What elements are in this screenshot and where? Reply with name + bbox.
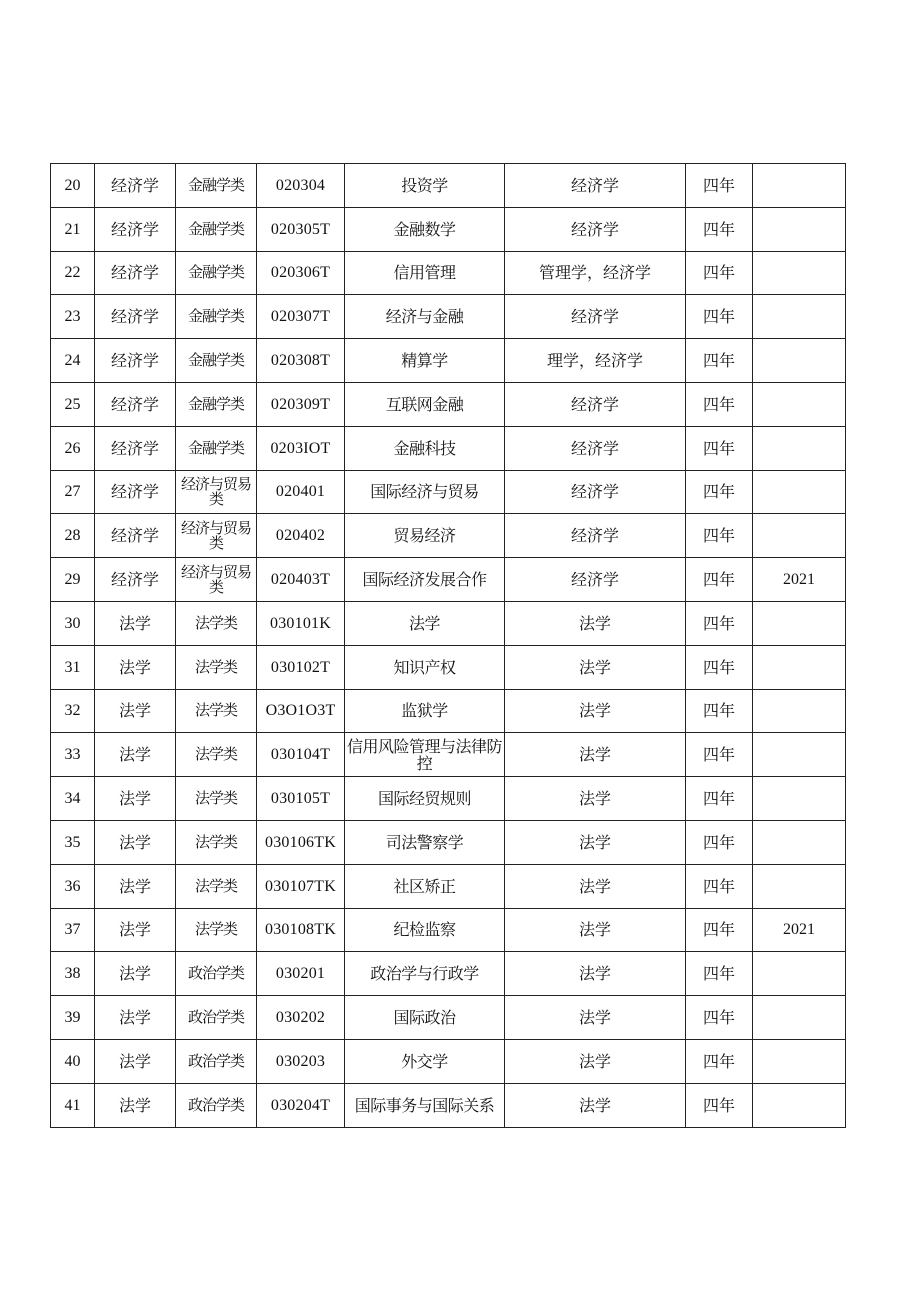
major-name-cell: 贸易经济 (345, 514, 505, 558)
discipline-cell: 法学 (95, 952, 176, 996)
discipline-cell: 法学 (95, 1039, 176, 1083)
major-name-cell: 投资学 (345, 164, 505, 208)
major-code-cell: 020403T (257, 558, 345, 602)
major-code-cell: 030107TK (257, 864, 345, 908)
degree-cell: 经济学 (505, 514, 686, 558)
discipline-cell: 经济学 (95, 295, 176, 339)
major-code-cell: 020305T (257, 207, 345, 251)
discipline-cell: 经济学 (95, 339, 176, 383)
discipline-cell: 经济学 (95, 514, 176, 558)
category-cell: 政治学类 (176, 1039, 257, 1083)
duration-cell: 四年 (686, 645, 753, 689)
table-row (51, 908, 846, 952)
category-cell: 经济与贸易类 (176, 558, 257, 602)
year-cell (753, 1083, 846, 1127)
table-row (51, 514, 846, 558)
major-name-cell: 国际政治 (345, 996, 505, 1040)
duration-cell: 四年 (686, 601, 753, 645)
major-name-cell: 纪检监察 (345, 908, 505, 952)
degree-cell: 经济学 (505, 558, 686, 602)
category-cell: 政治学类 (176, 1083, 257, 1127)
duration-cell: 四年 (686, 952, 753, 996)
major-name-cell: 司法警察学 (345, 820, 505, 864)
major-name-cell: 国际经贸规则 (345, 777, 505, 821)
major-name-cell: 监狱学 (345, 689, 505, 733)
table-row (51, 251, 846, 295)
year-cell (753, 207, 846, 251)
discipline-cell: 经济学 (95, 164, 176, 208)
duration-cell: 四年 (686, 295, 753, 339)
discipline-cell: 法学 (95, 1083, 176, 1127)
degree-cell: 经济学 (505, 207, 686, 251)
degree-cell: 法学 (505, 908, 686, 952)
discipline-cell: 经济学 (95, 558, 176, 602)
category-cell: 政治学类 (176, 952, 257, 996)
major-code-cell: 030204T (257, 1083, 345, 1127)
category-cell: 法学类 (176, 908, 257, 952)
category-cell: 金融学类 (176, 164, 257, 208)
year-cell (753, 601, 846, 645)
row-number-cell: 22 (51, 251, 95, 295)
degree-cell: 法学 (505, 645, 686, 689)
table-row (51, 1039, 846, 1083)
major-code-cell: 020402 (257, 514, 345, 558)
major-name-cell: 法学 (345, 601, 505, 645)
major-code-cell: 030201 (257, 952, 345, 996)
year-cell (753, 777, 846, 821)
discipline-cell: 经济学 (95, 470, 176, 514)
degree-cell: 经济学 (505, 295, 686, 339)
table-row (51, 558, 846, 602)
major-name-cell: 信用风险管理与法律防控 (345, 733, 505, 777)
degree-cell: 法学 (505, 820, 686, 864)
discipline-cell: 法学 (95, 601, 176, 645)
discipline-cell: 经济学 (95, 251, 176, 295)
major-code-cell: 020304 (257, 164, 345, 208)
discipline-cell: 法学 (95, 689, 176, 733)
category-cell: 政治学类 (176, 996, 257, 1040)
table-row (51, 1083, 846, 1127)
duration-cell: 四年 (686, 689, 753, 733)
year-cell (753, 295, 846, 339)
year-cell (753, 864, 846, 908)
duration-cell: 四年 (686, 733, 753, 777)
row-number-cell: 24 (51, 339, 95, 383)
duration-cell: 四年 (686, 864, 753, 908)
table-row (51, 164, 846, 208)
category-cell: 法学类 (176, 645, 257, 689)
degree-cell: 法学 (505, 733, 686, 777)
row-number-cell: 35 (51, 820, 95, 864)
major-code-cell: 030203 (257, 1039, 345, 1083)
year-cell: 2021 (753, 908, 846, 952)
duration-cell: 四年 (686, 1039, 753, 1083)
year-cell: 2021 (753, 558, 846, 602)
major-code-cell: 0203IOT (257, 426, 345, 470)
year-cell (753, 470, 846, 514)
majors-table (50, 163, 846, 1128)
category-cell: 法学类 (176, 733, 257, 777)
row-number-cell: 33 (51, 733, 95, 777)
row-number-cell: 36 (51, 864, 95, 908)
year-cell (753, 645, 846, 689)
major-code-cell: 030108TK (257, 908, 345, 952)
row-number-cell: 23 (51, 295, 95, 339)
category-cell: 法学类 (176, 864, 257, 908)
table-row (51, 470, 846, 514)
discipline-cell: 法学 (95, 645, 176, 689)
year-cell (753, 689, 846, 733)
table-row (51, 820, 846, 864)
duration-cell: 四年 (686, 514, 753, 558)
category-cell: 金融学类 (176, 251, 257, 295)
duration-cell: 四年 (686, 382, 753, 426)
row-number-cell: 20 (51, 164, 95, 208)
major-name-cell: 经济与金融 (345, 295, 505, 339)
major-name-cell: 国际经济发展合作 (345, 558, 505, 602)
duration-cell: 四年 (686, 207, 753, 251)
table-row (51, 733, 846, 777)
duration-cell: 四年 (686, 251, 753, 295)
major-code-cell: 030102T (257, 645, 345, 689)
major-code-cell: 030101K (257, 601, 345, 645)
degree-cell: 法学 (505, 777, 686, 821)
major-code-cell: 030105T (257, 777, 345, 821)
table-body (51, 164, 846, 1128)
category-cell: 金融学类 (176, 207, 257, 251)
duration-cell: 四年 (686, 164, 753, 208)
major-code-cell: 030202 (257, 996, 345, 1040)
degree-cell: 经济学 (505, 470, 686, 514)
duration-cell: 四年 (686, 558, 753, 602)
degree-cell: 理学，经济学 (505, 339, 686, 383)
year-cell (753, 514, 846, 558)
row-number-cell: 21 (51, 207, 95, 251)
duration-cell: 四年 (686, 470, 753, 514)
duration-cell: 四年 (686, 996, 753, 1040)
table-row (51, 207, 846, 251)
category-cell: 经济与贸易类 (176, 514, 257, 558)
major-code-cell: 020307T (257, 295, 345, 339)
duration-cell: 四年 (686, 777, 753, 821)
major-name-cell: 外交学 (345, 1039, 505, 1083)
degree-cell: 经济学 (505, 382, 686, 426)
table-row (51, 601, 846, 645)
discipline-cell: 法学 (95, 996, 176, 1040)
year-cell (753, 251, 846, 295)
row-number-cell: 39 (51, 996, 95, 1040)
major-name-cell: 信用管理 (345, 251, 505, 295)
major-name-cell: 国际事务与国际关系 (345, 1083, 505, 1127)
row-number-cell: 29 (51, 558, 95, 602)
table-row (51, 339, 846, 383)
year-cell (753, 952, 846, 996)
degree-cell: 法学 (505, 952, 686, 996)
degree-cell: 法学 (505, 996, 686, 1040)
degree-cell: 法学 (505, 689, 686, 733)
major-name-cell: 知识产权 (345, 645, 505, 689)
discipline-cell: 经济学 (95, 207, 176, 251)
degree-cell: 经济学 (505, 164, 686, 208)
row-number-cell: 26 (51, 426, 95, 470)
degree-cell: 法学 (505, 1083, 686, 1127)
major-name-cell: 金融科技 (345, 426, 505, 470)
table-row (51, 382, 846, 426)
year-cell (753, 996, 846, 1040)
row-number-cell: 30 (51, 601, 95, 645)
year-cell (753, 820, 846, 864)
table-row (51, 645, 846, 689)
category-cell: 金融学类 (176, 382, 257, 426)
year-cell (753, 426, 846, 470)
degree-cell: 经济学 (505, 426, 686, 470)
category-cell: 经济与贸易类 (176, 470, 257, 514)
degree-cell: 法学 (505, 601, 686, 645)
row-number-cell: 32 (51, 689, 95, 733)
year-cell (753, 1039, 846, 1083)
table-row (51, 864, 846, 908)
degree-cell: 法学 (505, 864, 686, 908)
major-name-cell: 精算学 (345, 339, 505, 383)
major-code-cell: 030104T (257, 733, 345, 777)
year-cell (753, 382, 846, 426)
row-number-cell: 37 (51, 908, 95, 952)
duration-cell: 四年 (686, 820, 753, 864)
row-number-cell: 25 (51, 382, 95, 426)
major-code-cell: 020309T (257, 382, 345, 426)
row-number-cell: 27 (51, 470, 95, 514)
discipline-cell: 经济学 (95, 426, 176, 470)
discipline-cell: 法学 (95, 908, 176, 952)
table-row (51, 689, 846, 733)
table-row (51, 295, 846, 339)
table-row (51, 996, 846, 1040)
category-cell: 金融学类 (176, 339, 257, 383)
duration-cell: 四年 (686, 339, 753, 383)
table-row (51, 777, 846, 821)
major-name-cell: 政治学与行政学 (345, 952, 505, 996)
category-cell: 法学类 (176, 777, 257, 821)
year-cell (753, 733, 846, 777)
degree-cell: 管理学，经济学 (505, 251, 686, 295)
discipline-cell: 法学 (95, 820, 176, 864)
discipline-cell: 经济学 (95, 382, 176, 426)
year-cell (753, 339, 846, 383)
row-number-cell: 38 (51, 952, 95, 996)
table-row (51, 426, 846, 470)
category-cell: 金融学类 (176, 426, 257, 470)
major-code-cell: 020308T (257, 339, 345, 383)
major-name-cell: 社区矫正 (345, 864, 505, 908)
row-number-cell: 41 (51, 1083, 95, 1127)
discipline-cell: 法学 (95, 777, 176, 821)
category-cell: 金融学类 (176, 295, 257, 339)
duration-cell: 四年 (686, 426, 753, 470)
major-name-cell: 互联网金融 (345, 382, 505, 426)
row-number-cell: 40 (51, 1039, 95, 1083)
duration-cell: 四年 (686, 1083, 753, 1127)
category-cell: 法学类 (176, 820, 257, 864)
major-code-cell: 020401 (257, 470, 345, 514)
duration-cell: 四年 (686, 908, 753, 952)
major-name-cell: 金融数学 (345, 207, 505, 251)
discipline-cell: 法学 (95, 733, 176, 777)
major-name-cell: 国际经济与贸易 (345, 470, 505, 514)
category-cell: 法学类 (176, 601, 257, 645)
row-number-cell: 28 (51, 514, 95, 558)
table-row (51, 952, 846, 996)
major-code-cell: O3O1O3T (257, 689, 345, 733)
category-cell: 法学类 (176, 689, 257, 733)
degree-cell: 法学 (505, 1039, 686, 1083)
row-number-cell: 31 (51, 645, 95, 689)
discipline-cell: 法学 (95, 864, 176, 908)
major-code-cell: 020306T (257, 251, 345, 295)
row-number-cell: 34 (51, 777, 95, 821)
major-code-cell: 030106TK (257, 820, 345, 864)
year-cell (753, 164, 846, 208)
